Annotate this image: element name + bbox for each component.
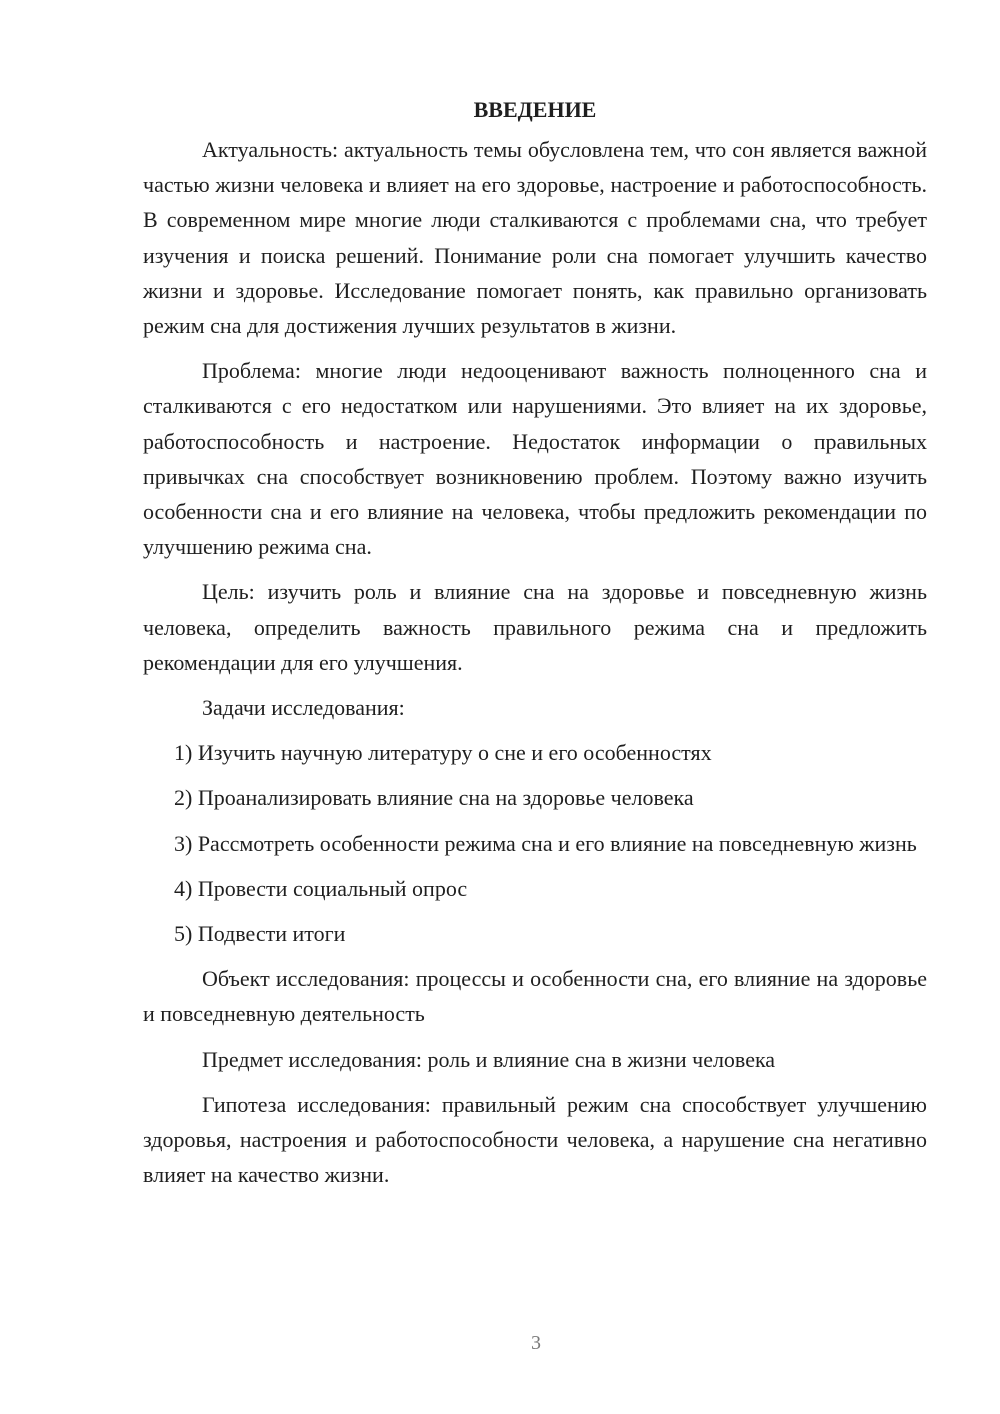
list-item: 3) Рассмотреть особенности режима сна и его влияние на повседневную жизнь xyxy=(174,830,917,856)
section-title: ВВЕДЕНИЕ xyxy=(473,97,597,122)
paragraph-hypothesis: Гипотеза исследования: правильный режим сна способствует улучшению здоровья, настроения и работоспособности человека, а нарушение сна негативно влияет на качество жизни. xyxy=(143,1091,927,1188)
paragraph-problem: Проблема: многие люди недооценивают важность полноценного сна и сталкиваются с его недостатком или нарушениями. Это влияет на их здоровье, работоспособность и настроение. Недостаток информации о правильных привычках сна способствует возникновению проблем. Поэтому важно изучить особенности сна и его влияние на человека, чтобы предложить рекомендации по улучшению режима сна. xyxy=(143,358,927,560)
tasks-heading: Задачи исследования: xyxy=(202,695,405,721)
paragraph-subject: Предмет исследования: роль и влияние сна в жизни человека xyxy=(202,1046,776,1072)
list-item: 2) Проанализировать влияние сна на здоровье человека xyxy=(174,785,694,811)
list-item: 4) Провести социальный опрос xyxy=(174,875,468,901)
tasks-list xyxy=(143,735,927,951)
paragraph-object: Объект исследования: процессы и особенности сна, его влияние на здоровье и повседневную деятельность xyxy=(143,966,927,1027)
list-item: 1) Изучить научную литературу о сне и его особенностях xyxy=(174,740,712,766)
page-number: 3 xyxy=(531,1332,541,1354)
paragraph-relevance: Актуальность: актуальность темы обусловлена тем, что сон является важной частью жизни человека и влияет на его здоровье, настроение и работоспособность. В современном мире многие люди сталкиваются с проблемами сна, что требует изучения и поиска решений. Понимание роли сна помогает улучшить качество жизни и здоровье. Исследование помогает понять, как правильно организовать режим сна для достижения лучших результатов в жизни. xyxy=(143,137,927,339)
document-page xyxy=(143,92,927,1202)
list-item: 5) Подвести итоги xyxy=(174,921,346,947)
paragraph-goal: Цель: изучить роль и влияние сна на здоровье и повседневную жизнь человека, определить важность правильного режима сна и предложить рекомендации для его улучшения. xyxy=(143,579,927,675)
